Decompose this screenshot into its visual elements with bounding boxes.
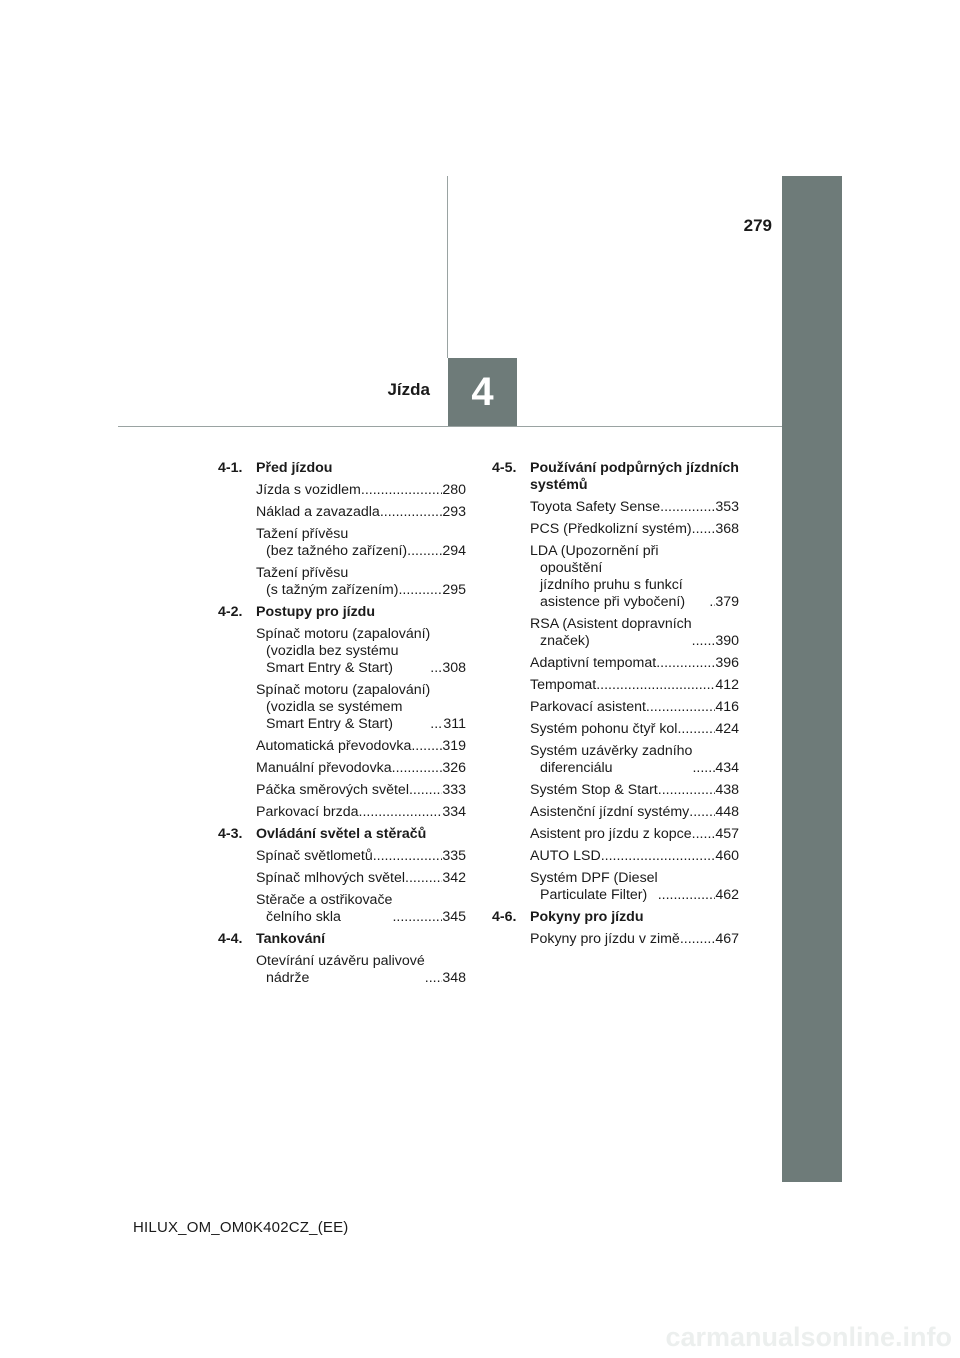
section-number: 4-5.: [492, 460, 517, 476]
toc-entry-label: Pokyny pro jízdu v zimě: [530, 931, 680, 947]
document-code: HILUX_OM_OM0K402CZ_(EE): [133, 1219, 349, 1236]
page-number: 279: [743, 216, 772, 235]
toc-entry[interactable]: [530, 655, 739, 672]
dot-leader: [689, 804, 715, 821]
toc-entry-page: 326: [442, 760, 466, 776]
toc-entry-page: 319: [442, 738, 466, 754]
toc-entry-page: 280: [442, 482, 466, 498]
dot-leader: [692, 760, 715, 777]
dot-leader: [596, 677, 715, 694]
toc-entry[interactable]: [530, 699, 739, 716]
toc-entry-page: 390: [715, 633, 739, 649]
toc-entry[interactable]: [530, 931, 739, 948]
dot-leader: [430, 660, 442, 677]
toc-entry-page: 345: [442, 909, 466, 925]
toc-entry-label: Parkovací asistent: [530, 699, 646, 715]
watermark: carmanualsonline.info: [665, 1322, 952, 1352]
dot-leader: [409, 782, 442, 799]
toc-entry[interactable]: [256, 870, 466, 887]
toc-section: [218, 826, 466, 926]
toc-entry-label: Spínač mlhových světel: [256, 870, 406, 886]
toc-entry-label: Systém DPF (Diesel Particulate Filter): [530, 870, 658, 903]
toc-entry-label: Automatická převodovka: [256, 738, 412, 754]
toc-entry-label: RSA (Asistent dopravních značek): [530, 616, 692, 649]
toc-entry-page: 379: [715, 594, 739, 610]
dot-leader: [658, 782, 716, 799]
toc-entry[interactable]: [530, 848, 739, 865]
toc-entry[interactable]: [530, 616, 739, 650]
toc-entry-label: Spínač světlometů: [256, 848, 373, 864]
toc-entry-label: PCS (Předkolizní systém): [530, 521, 692, 537]
dot-leader: [430, 716, 443, 733]
toc-entry[interactable]: [256, 782, 466, 799]
toc-entry-page: 467: [715, 931, 739, 947]
toc-entry-page: 311: [443, 716, 466, 732]
dot-leader: [677, 721, 715, 738]
dot-leader: [692, 826, 716, 843]
toc-column-left: [218, 460, 466, 992]
toc-entry-page: 434: [715, 760, 739, 776]
toc-entry[interactable]: [530, 499, 739, 516]
toc-entry-page: 334: [442, 804, 466, 820]
dot-leader: [405, 870, 442, 887]
toc-entry-label: Stěrače a ostřikovače čelního skla: [256, 892, 393, 925]
toc-entry-page: 412: [715, 677, 739, 693]
toc-entry-page: 293: [442, 504, 466, 520]
toc-entry[interactable]: [530, 743, 739, 777]
toc-entry-label: Tempomat: [530, 677, 597, 693]
dot-leader: [411, 738, 442, 755]
toc-entry-page: 438: [715, 782, 739, 798]
section-number: 4-2.: [218, 604, 243, 620]
toc-entry-page: 295: [442, 582, 466, 598]
dot-leader: [692, 521, 716, 538]
toc-section-heading[interactable]: [218, 604, 466, 621]
section-title: Tankování: [256, 931, 326, 947]
toc-entry-label: Systém uzávěrky zadního diferenciálu: [530, 743, 693, 776]
section-number: 4-6.: [492, 909, 517, 925]
dot-leader: [601, 848, 716, 865]
toc-entry[interactable]: [256, 682, 466, 733]
toc-entry[interactable]: [256, 760, 466, 777]
toc-entry[interactable]: [256, 848, 466, 865]
dot-leader: [656, 655, 715, 672]
toc-entry-label: Manuální převodovka: [256, 760, 392, 776]
toc-entry-label: Adaptivní tempomat: [530, 655, 657, 671]
dot-leader: [373, 848, 443, 865]
toc-entry-label: Náklad a zavazadla: [256, 504, 380, 520]
dot-leader: [680, 931, 716, 948]
toc-entry[interactable]: [256, 892, 466, 926]
toc-entry-label: Tažení přívěsu (s tažným zařízením): [256, 565, 399, 598]
section-number: 4-1.: [218, 460, 243, 476]
toc-entry-page: 348: [442, 970, 466, 986]
toc-entry-page: 416: [715, 699, 739, 715]
toc-section: [218, 604, 466, 821]
section-title: Ovládání světel a stěračů: [256, 826, 427, 842]
section-title: Používání podpůrných jízdních systémů: [530, 460, 739, 493]
toc-entry-label: Otevírání uzávěru palivové nádrže: [256, 953, 425, 986]
section-title: Pokyny pro jízdu: [530, 909, 644, 925]
toc-entry-label: Asistenční jízdní systémy: [530, 804, 690, 820]
section-number: 4-3.: [218, 826, 243, 842]
toc-section-heading[interactable]: [492, 460, 739, 494]
toc-entry[interactable]: [530, 543, 739, 611]
toc-entry-page: 353: [715, 499, 739, 515]
toc-entry[interactable]: [256, 738, 466, 755]
toc-entry-page: 462: [715, 887, 739, 903]
toc-entry[interactable]: [530, 721, 739, 738]
toc-entry[interactable]: [530, 782, 739, 799]
toc-entry[interactable]: [530, 804, 739, 821]
header-vertical-rule: [447, 176, 448, 358]
toc-entry-label: Parkovací brzda: [256, 804, 359, 820]
toc-entry-label: Tažení přívěsu (bez tažného zařízení): [256, 526, 408, 559]
toc-entry-page: 457: [715, 826, 739, 842]
toc-entry[interactable]: [256, 526, 466, 560]
toc-section-heading[interactable]: [218, 460, 466, 477]
toc-entry[interactable]: [256, 626, 466, 677]
dot-leader: [425, 970, 443, 987]
dot-leader: [658, 887, 716, 904]
toc-entry-page: 424: [715, 721, 739, 737]
toc-entry-label: Systém Stop & Start: [530, 782, 658, 798]
toc-entry-label: LDA (Upozornění při opouštění jízdního pruhu s funkcí asistence při vybočení): [530, 543, 686, 610]
toc-entry[interactable]: [256, 482, 466, 499]
dot-leader: [398, 582, 442, 599]
toc-section-heading[interactable]: [218, 826, 466, 843]
chapter-title: Jízda: [387, 380, 430, 399]
section-title: Před jízdou: [256, 460, 333, 476]
toc-entry[interactable]: [256, 565, 466, 599]
toc-entry[interactable]: [530, 521, 739, 538]
toc-section-heading[interactable]: [218, 931, 466, 948]
chapter-side-tab: [782, 176, 842, 1182]
toc-entry-page: 335: [442, 848, 466, 864]
dot-leader: [361, 482, 442, 499]
toc-column-right: [492, 460, 739, 953]
dot-leader: [359, 804, 443, 821]
toc-section: [492, 460, 739, 904]
toc-entry-page: 342: [442, 870, 466, 886]
toc-entry-label: Systém pohonu čtyř kol: [530, 721, 678, 737]
dot-leader: [646, 699, 715, 716]
toc-entry[interactable]: [530, 677, 739, 694]
toc-entry-page: 448: [715, 804, 739, 820]
dot-leader: [380, 504, 443, 521]
toc-entry-label: Jízda s vozidlem: [256, 482, 361, 498]
toc-entry-label: Páčka směrových světel: [256, 782, 409, 798]
toc-entry-label: Spínač motoru (zapalování) (vozidla bez systému Smart Entry & Start): [256, 626, 431, 676]
toc-entry-page: 396: [715, 655, 739, 671]
toc-entry-page: 308: [442, 660, 466, 676]
dot-leader: [392, 909, 442, 926]
toc-entry-label: Toyota Safety Sense: [530, 499, 661, 515]
dot-leader: [692, 633, 716, 650]
toc-entry[interactable]: [256, 504, 466, 521]
toc-section: [218, 460, 466, 599]
toc-entry-label: Spínač motoru (zapalování) (vozidla se systémem Smart Entry & Start): [256, 682, 431, 732]
dot-leader: [392, 760, 443, 777]
toc-entry-label: Asistent pro jízdu z kopce: [530, 826, 692, 842]
toc-entry-page: 460: [715, 848, 739, 864]
header-horizontal-rule: [118, 426, 782, 427]
toc-entry[interactable]: [530, 826, 739, 843]
toc-entry[interactable]: [530, 870, 739, 904]
toc-entry-page: 333: [442, 782, 466, 798]
section-number: 4-4.: [218, 931, 243, 947]
dot-leader: [407, 543, 442, 560]
toc-entry-label: AUTO LSD: [530, 848, 601, 864]
toc-section: [218, 931, 466, 987]
chapter-number-box: 4: [448, 358, 517, 426]
dot-leader: [660, 499, 715, 516]
toc-entry[interactable]: [256, 953, 466, 987]
toc-entry[interactable]: [256, 804, 466, 821]
toc-section: [492, 909, 739, 948]
toc-entry-page: 294: [442, 543, 466, 559]
toc-section-heading[interactable]: [492, 909, 739, 926]
section-title: Postupy pro jízdu: [256, 604, 376, 620]
toc-entry-page: 368: [715, 521, 739, 537]
